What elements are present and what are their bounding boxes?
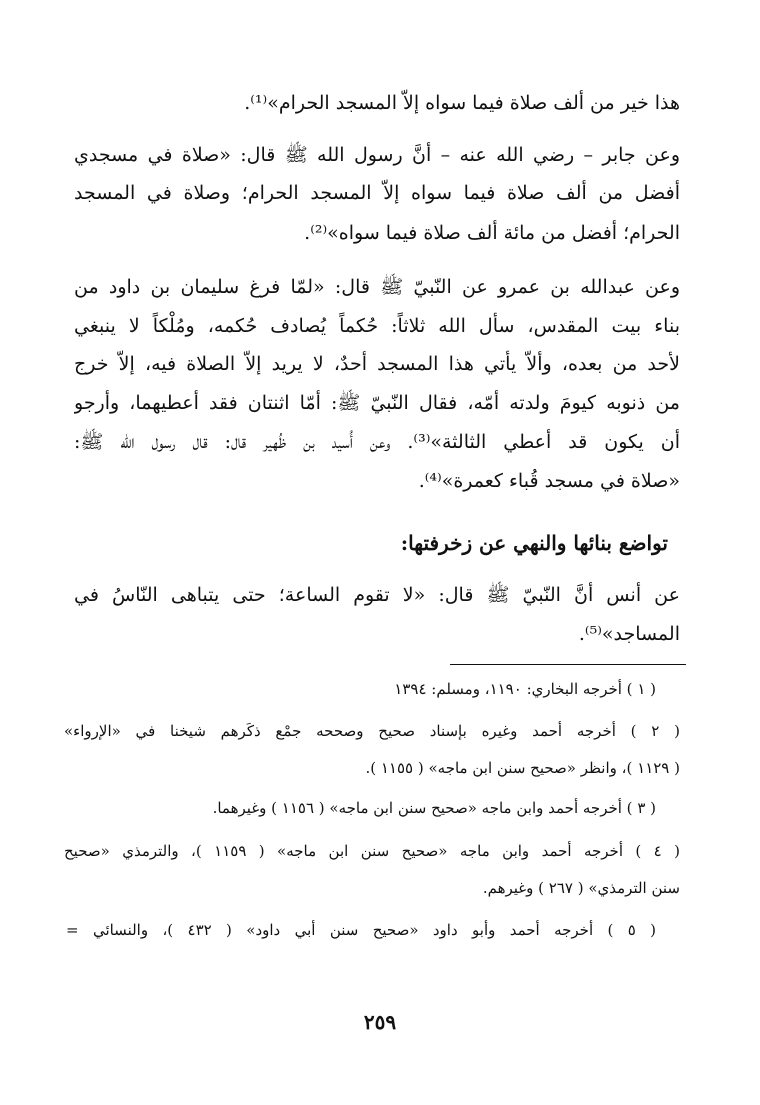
body-line-6: بناء بيت المقدس، سأل الله ثلاثاً: حُكماً يُصادف حُكمه، ومُلْكاً لا ينبغي (74, 315, 680, 337)
body-line-7: لأحد من بعده، وألاّ يأتي هذا المسجد أحدٌ، لا يريد إلاّ الصلاة فيه، إلاّ خرج (74, 353, 680, 375)
body-line-3: أفضل من ألف صلاة فيما سواه إلاّ المسجد الحرام؛ وصلاة في المسجد (74, 182, 680, 204)
footnote-1: ( ١ ) أخرجه البخاري: ١١٩٠، ومسلم: ١٣٩٤ (394, 680, 656, 698)
body-line-12: المساجد»⁽⁵⁾. (578, 623, 680, 645)
footnote-2-cont: ( ١١٢٩ )، وانظر «صحيح سنن ابن ماجه» ( ١١٥٥ ). (365, 759, 680, 777)
footnote-4: ( ٤ ) أخرجه أحمد وابن ماجه «صحيح سنن ابن ماجه» ( ١١٥٩ )، والترمذي «صحيح (64, 842, 680, 860)
footnote-4-cont: سنن الترمذي» ( ٢٦٧ ) وغيرهم. (482, 879, 680, 897)
body-line-9: أن يكون قد أعطي الثالثة»⁽³⁾. وعن أُسيد بن ظُهير قال: قال رسول الله ﷺ: (74, 431, 680, 453)
body-line-2: وعن جابر – رضي الله عنه – أنَّ رسول الله ﷺ قال: «صلاة في مسجدي (74, 144, 680, 166)
body-line-11: عن أنس أنَّ النّبيّ ﷺ قال: «لا تقوم الساعة؛ حتى يتباهى النّاسُ في (74, 584, 680, 606)
body-line-5: وعن عبدالله بن عمرو عن النّبيّ ﷺ قال: «لمّا فرغ سليمان بن داود من (74, 276, 680, 298)
body-line-10: «صلاة في مسجد قُباء كعمرة»⁽⁴⁾. (418, 470, 680, 492)
footnote-divider (450, 664, 686, 665)
footnote-5: ( ٥ ) أخرجه أحمد وأبو داود «صحيح سنن أبي داود» ( ٤٣٢ )، والنسائي = (66, 921, 656, 939)
footnote-2: ( ٢ ) أخرجه أحمد وغيره بإسناد صحيح وصححه جمْع ذكَرهم شيخنا في «الإرواء» (64, 722, 680, 740)
body-line-8: من ذنوبه كيومَ ولدته أمّه، فقال النّبيّ ﷺ: أمّا اثنتان فقد أعطيهما، وأرجو (74, 392, 680, 414)
body-line-1: هذا خير من ألف صلاة فيما سواه إلاّ المسجد الحرام»⁽¹⁾. (244, 92, 680, 114)
page-number: ٢٥٩ (363, 1010, 397, 1034)
section-heading: تواضع بنائها والنهي عن زخرفتها: (400, 531, 668, 555)
footnote-3: ( ٣ ) أخرجه أحمد وابن ماجه «صحيح سنن ابن ماجه» ( ١١٥٦ ) وغيرهما. (212, 799, 656, 817)
body-line-4: الحرام؛ أفضل من مائة ألف صلاة فيما سواه»⁽²⁾. (304, 222, 680, 244)
